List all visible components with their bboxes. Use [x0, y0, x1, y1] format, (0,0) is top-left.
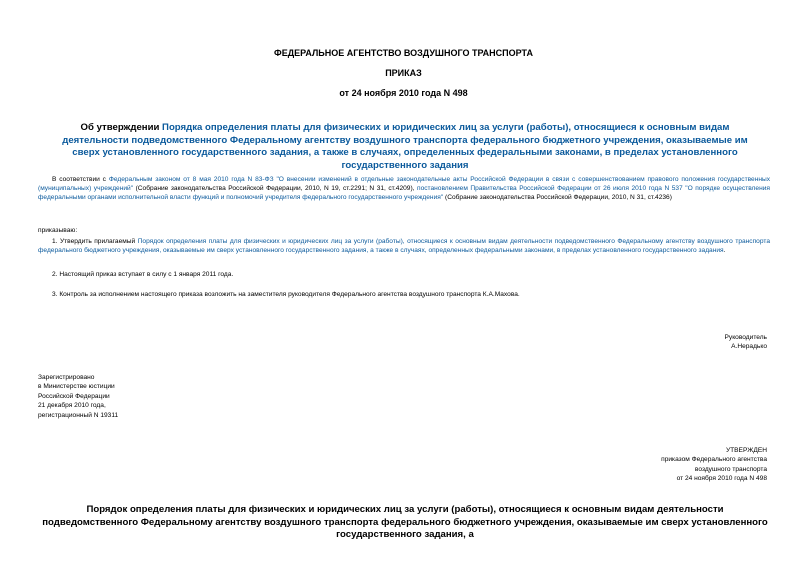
preamble-text-2: (Собрание законодательства Российской Федерации, 2010, N 19, ст.2291; N 31, ст.4209), [133, 184, 417, 192]
registration-line-3: Российской Федерации [38, 392, 110, 400]
signature-block [725, 333, 767, 352]
signature-name: А.Нерадько [731, 343, 767, 351]
preamble-text-1: В соответствии с [52, 176, 109, 183]
title-link[interactable]: Порядка определения платы для физических и юридических лиц за услуги (работы), относящиеся к основным видам деятельности подведомственного Федеральному агентству воздушного транспорта федерального бюджетного учреждения, оказываемые им сверх установленного государственного задания, а также в случаях, определенных федеральными законами, в пределах установленного государственного задания [62, 122, 748, 171]
federal-law-link[interactable]: Федеральным законом от 8 мая 2010 года N 83-ФЗ "О внесении изменений в отдельные законодательные акты Российской Федерации в связи с совершенствованием правового положения государственных (муниципальных) учреждений" [38, 176, 771, 192]
document-date-number: от 24 ноября 2010 года N 498 [339, 88, 468, 98]
registration-block [38, 373, 118, 420]
order-word: приказываю: [38, 227, 78, 234]
title-prefix: Об утверждении [80, 122, 163, 133]
signature-role: Руководитель [724, 334, 767, 341]
document-type: ПРИКАЗ [385, 68, 422, 78]
document-title [60, 122, 750, 172]
approval-line-3: воздушного транспорта [694, 465, 767, 473]
registration-line-1: Зарегистрировано [38, 374, 95, 381]
registration-line-5: регистрационный N 19311 [38, 411, 119, 419]
agency-heading: ФЕДЕРАЛЬНОЕ АГЕНТСТВО ВОЗДУШНОГО ТРАНСПОРТА [274, 48, 533, 58]
item1-suffix: . [723, 246, 726, 254]
registration-line-2: в Министерстве юстиции [38, 383, 115, 391]
registration-line-4: 21 декабря 2010 года, [38, 402, 106, 410]
approval-line-1: УТВЕРЖДЕН [725, 447, 767, 454]
approval-line-4: от 24 ноября 2010 года N 498 [676, 475, 767, 483]
order-item-3: 3. Контроль за исполнением настоящего приказа возложить на заместителя руководителя Федерального агентства воздушного транспорта К.А.Махова. [52, 291, 520, 298]
procedure-title: Порядок определения платы для физических и юридических лиц за услуги (работы), относящиеся к основным видам деятельности подведомственного Федеральному агентству воздушного транспорта федерального бюджетного учреждения, оказываемые им сверх установленного государственного задания, а [42, 504, 768, 540]
government-resolution-link[interactable]: постановлением Правительства Российской Федерации от 26 июля 2010 года N 537 "О порядке осуществления федеральными органами исполнительной власти функций и полномочий учредителя федерального государственного учреждения" [38, 184, 770, 201]
order-item-2: 2. Настоящий приказ вступает в силу с 1 января 2011 года. [52, 271, 234, 278]
preamble-paragraph [38, 176, 770, 203]
approval-block [661, 446, 767, 484]
approval-line-2: приказом Федерального агентства [661, 456, 767, 464]
preamble-text-3: (Собрание законодательства Российской Федерации, 2010, N 31, ст.4236) [443, 193, 672, 201]
order-item-1 [38, 238, 770, 256]
item1-procedure-link[interactable]: Порядок определения платы для физических и юридических лиц за услуги (работы), относящиеся к основным видам деятельности подведомственного Федеральному агентству воздушного транспорта федерального бюджетного учреждения, оказываемые им сверх установленного государственного задания, а также в случаях, определенных федеральными законами, в пределах установленного государственного задания [38, 238, 770, 254]
item1-prefix: 1. Утвердить прилагаемый [52, 238, 138, 245]
